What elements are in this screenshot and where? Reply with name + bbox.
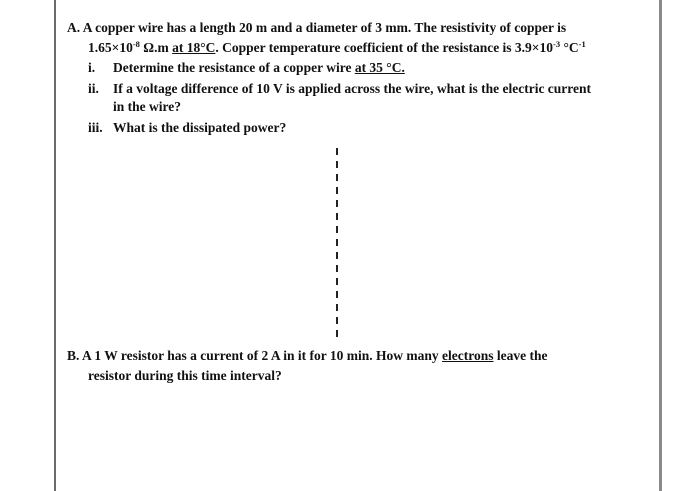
sub-question-i-text: Determine the resistance of a copper wire xyxy=(113,60,355,75)
question-b-line-2 xyxy=(88,366,282,385)
question-b-text-start: B. A 1 W resistor has a current of 2 A in it for 10 min. How many xyxy=(67,348,443,363)
sub-question-ii-continuation xyxy=(113,97,181,116)
question-b-line-1-text xyxy=(67,346,548,365)
question-b-text-end: leave the xyxy=(493,348,548,363)
resistivity-exponent: -8 xyxy=(132,39,140,49)
resistivity-value: 1.65×10 xyxy=(88,40,133,55)
question-a-line-2 xyxy=(88,38,586,57)
page-left-border xyxy=(54,0,56,491)
page-right-border xyxy=(659,0,662,491)
sub-question-i-number: i. xyxy=(88,60,96,75)
sub-question-ii-number: ii. xyxy=(88,81,99,96)
sub-question-ii-cont-text: in the wire? xyxy=(113,99,181,114)
sub-question-i xyxy=(88,58,95,77)
target-temperature: at 35 °C. xyxy=(354,60,405,75)
sub-question-iii-number: iii. xyxy=(88,120,103,135)
temperature-coefficient-text: . Copper temperature coefficient of the resistance is 3.9×10 xyxy=(215,40,554,55)
coefficient-unit-exponent: -1 xyxy=(578,39,586,49)
question-a-line-1 xyxy=(67,18,643,37)
sub-question-iii-body xyxy=(113,118,286,137)
sub-question-iii-text: What is the dissipated power? xyxy=(113,120,287,135)
question-b-line-1 xyxy=(67,346,643,365)
sub-question-ii xyxy=(88,79,99,98)
sub-question-ii-text: If a voltage difference of 10 V is applied across the wire, what is the electric current xyxy=(113,81,592,96)
coefficient-exponent: -3 xyxy=(553,39,561,49)
coefficient-unit: °C xyxy=(560,40,579,55)
sub-question-iii xyxy=(88,118,103,137)
reference-temperature: at 18°C xyxy=(172,40,216,55)
question-a-line-1-text: A. A copper wire has a length 20 m and a diameter of 3 mm. The resistivity of copper is xyxy=(67,20,567,35)
electrons-keyword: electrons xyxy=(442,348,494,363)
question-b-line-2-text: resistor during this time interval? xyxy=(88,368,282,383)
sub-question-ii-body xyxy=(113,79,591,98)
resistivity-unit: Ω.m xyxy=(139,40,173,55)
dashed-separator xyxy=(336,148,338,338)
sub-question-i-body xyxy=(113,58,405,77)
